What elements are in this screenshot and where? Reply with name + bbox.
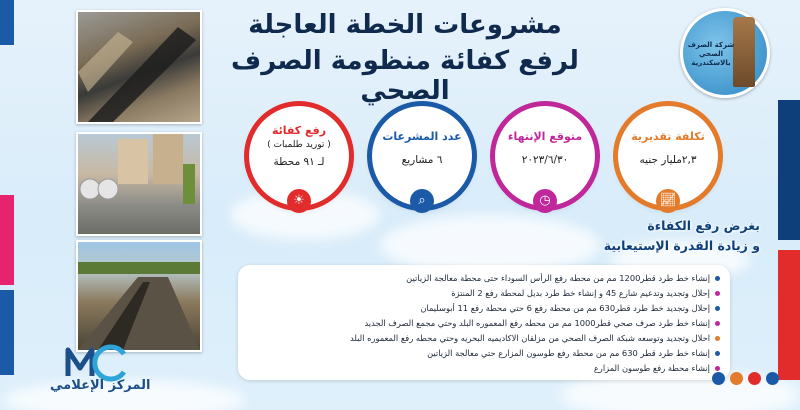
decorative-dot: [766, 372, 779, 385]
stat-label: تكلفة تقديرية: [631, 130, 705, 143]
list-item: [246, 273, 720, 286]
photo-pipeline-trench: [76, 10, 202, 124]
bullet-icon: [715, 306, 720, 311]
clock-icon: ◷: [533, 189, 557, 213]
page-subtitle: لرفع كفائة منظومة الصرف الصحي: [231, 46, 579, 106]
stat-label: عدد المشرعات: [382, 130, 462, 143]
stat-expected-completion: [495, 106, 595, 206]
stat-project-count: [372, 106, 472, 206]
left-accent-bar: [0, 290, 14, 375]
bulb-icon: ☀: [287, 189, 311, 213]
purpose-line-1: بغرض رفع الكفاءة: [647, 218, 760, 233]
list-item: [246, 363, 720, 376]
search-icon: ⌕: [410, 189, 434, 213]
list-item-text: إنشاء خط طرد قطر 630 مم من محطة رفع طوسون المزارع حتي معالجة الزياتين: [427, 348, 710, 358]
decorative-dot: [730, 372, 743, 385]
list-item-text: إنشاء محطة رفع طوسون المزارع: [593, 363, 710, 373]
stat-value: لـ ٩١ محطة: [273, 156, 325, 168]
road-graphic: [78, 242, 200, 350]
left-accent-bar: [0, 0, 14, 45]
list-item-text: إحلال وتجديد وتدعيم شارع 45 و إنشاء خط طرد بديل لمحطة رفع 2 المنتزة: [451, 288, 710, 298]
bullet-icon: [715, 336, 720, 341]
page-title: مشروعات الخطة العاجلة: [248, 10, 562, 40]
projects-list: [238, 265, 730, 380]
decorative-dot: [748, 372, 761, 385]
stat-label: رفع كفائة: [271, 124, 327, 137]
company-logo-text: شركة الصرف الصحي بالاسكندرية: [687, 41, 735, 67]
chart-icon: 📈︎: [656, 189, 680, 213]
stat-estimated-cost: [618, 106, 718, 206]
pipe-graphic: [78, 12, 200, 122]
list-item-text: إحلال وتجديد خط طرد قطر630 مم من محطة رفع 6 حتي محطة رفع 11 أبوسليمان: [420, 303, 710, 313]
list-item: [246, 348, 720, 361]
list-item: [246, 318, 720, 331]
stat-efficiency: [249, 106, 349, 206]
bullet-icon: [715, 321, 720, 326]
bullet-icon: [715, 351, 720, 356]
bullet-icon: [715, 276, 720, 281]
stat-value: ٢٠٢٣/٦/٣٠: [521, 154, 569, 166]
purpose-line-2: و زيادة القدرة الإستيعابية: [603, 238, 760, 253]
stat-value: ٢,٣مليار جنيه: [639, 154, 697, 166]
right-accent-bar: [778, 100, 800, 240]
list-item-text: إنشاء خط طرد صرف صحي قطر1000 مم من محطه رفع المعموره البلد وحتي مجمع الصرف الجديد: [364, 318, 710, 328]
buildings-graphic: [78, 134, 200, 234]
list-item-text: احلال وتجديد وتوسعه شبكة الصرف الصحي من مزلقان الاكاديميه البحريه وحتي محطه رفع المعموره البلد: [350, 333, 710, 343]
stat-label: متوقع الإنتهاء: [507, 130, 583, 143]
list-item: [246, 288, 720, 301]
company-logo: [680, 8, 770, 98]
bullet-icon: [715, 291, 720, 296]
media-center-logo: [62, 340, 132, 382]
stat-sublabel: ( توريد طلمبات ): [267, 140, 331, 150]
decorative-dot: [712, 372, 725, 385]
list-item: [246, 303, 720, 316]
list-item-text: إنشاء خط طرد قطر1200 مم من محطة رفع الرأس السوداء حتى محطة معالجة الزياتين: [406, 273, 710, 283]
photo-pipes-street: [76, 132, 202, 236]
stat-value: ٦ مشاريع: [401, 154, 443, 166]
left-accent-bar: [0, 195, 14, 285]
tower-icon: [733, 17, 755, 87]
list-item: [246, 333, 720, 346]
bullet-icon: [715, 366, 720, 371]
right-accent-bar: [778, 250, 800, 380]
media-center-name: المركز الإعلامي: [50, 378, 151, 393]
photo-road-excavation: [76, 240, 202, 352]
